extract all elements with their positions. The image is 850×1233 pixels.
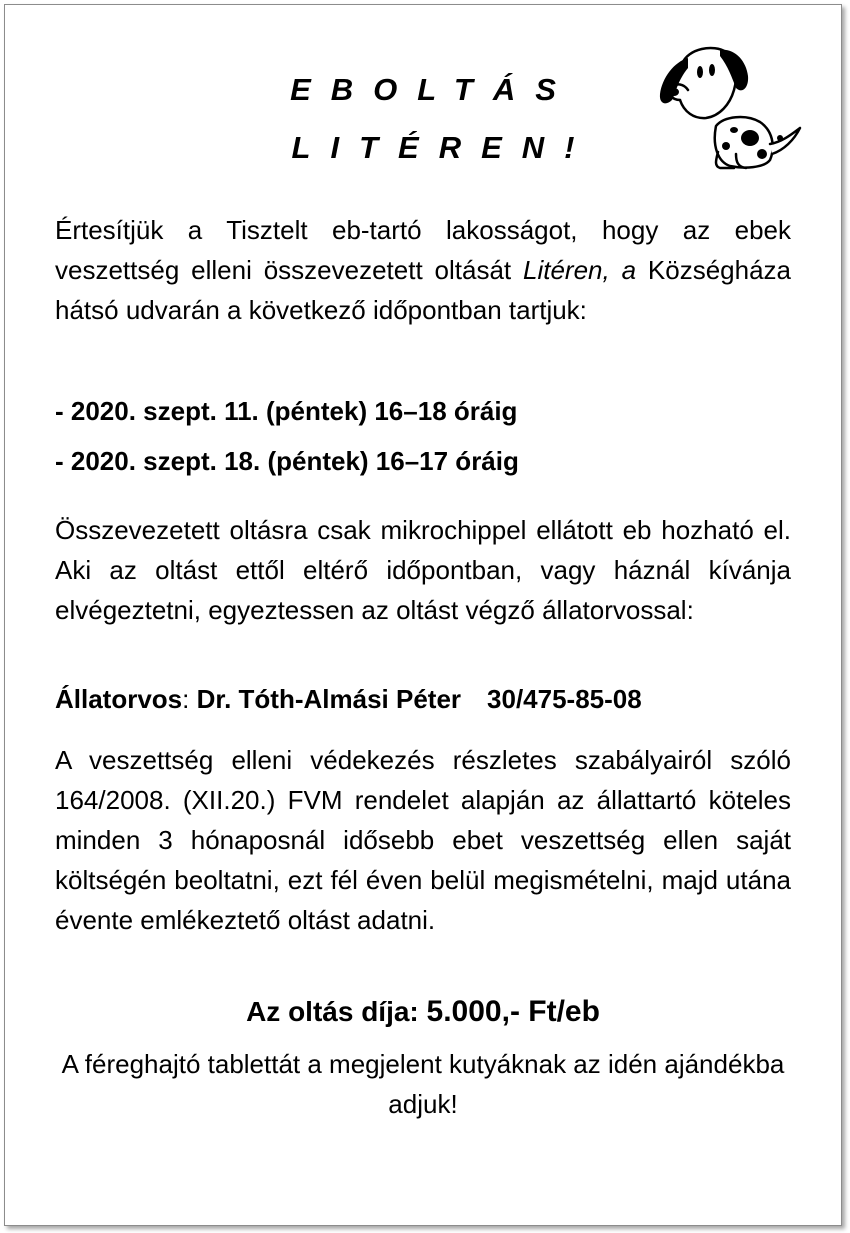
date-line-1: - 2020. szept. 11. (péntek) 16–18 óráig: [55, 396, 518, 426]
intro-a: a: [621, 255, 637, 285]
fee-line: [55, 992, 791, 1032]
fee-label: Az oltás díja:: [246, 996, 427, 1027]
vet-phone: 30/475-85-08: [487, 684, 642, 714]
title-line-1: EBOLTÁS: [290, 72, 576, 107]
intro-paragraph: [55, 210, 791, 330]
cartoon-dog-icon: [654, 42, 804, 172]
gift-paragraph: A féreghajtó tablettát a megjelent kutyáknak az idén ajándékba adjuk!: [61, 1049, 785, 1119]
date-line-2: - 2020. szept. 18. (péntek) 16–17 óráig: [55, 446, 519, 476]
fee-amount: 5.000,- Ft/eb: [426, 995, 600, 1028]
vet-name: Dr. Tóth-Almási Péter: [196, 684, 462, 714]
chip-note-paragraph: Összevezetett oltásra csak mikrochippel ellátott eb hozható el. Aki az oltást ettől eltérő időpontban, vagy háznál kívánja elvégeztetni, egyeztessen az oltást végző állatorvossal:: [55, 515, 791, 625]
intro-text-1: Értesítjük a Tisztelt eb-tartó lakosságot, hogy az ebek veszettség elleni összevezetett oltását: [55, 215, 791, 285]
intro-text-2: Községháza hátsó udvarán a következő időpontban tartjuk:: [55, 255, 791, 325]
vet-colon: :: [182, 684, 190, 714]
vet-label: Állatorvos: [55, 684, 183, 714]
vet-line: [55, 684, 642, 715]
intro-place: Litéren,: [522, 255, 610, 285]
regulation-paragraph: A veszettség elleni védekezés részletes szabályairól szóló 164/2008. (XII.20.) FVM rendelet alapján az állattartó köteles minden 3 hónaposnál idősebb ebet veszettség ellen saját költségén beoltatni, ezt fél éven belül megismételni, majd utána évente emlékeztető oltást adatni.: [55, 745, 791, 935]
title-line-2: LITÉREN!: [291, 130, 595, 165]
